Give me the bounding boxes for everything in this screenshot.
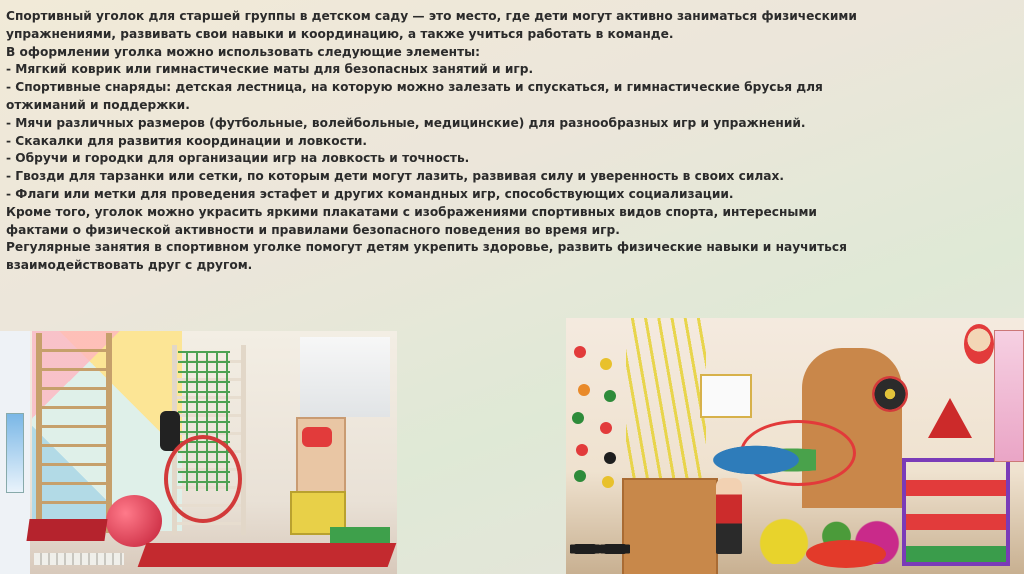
- dot: [604, 390, 616, 402]
- text-line: - Флаги или метки для проведения эстафет и других командных игр, способствующих социализации.: [6, 186, 734, 201]
- red-frisbee: [806, 540, 886, 568]
- text-line: взаимодействовать друг с другом.: [6, 258, 253, 273]
- dot: [602, 476, 614, 488]
- text-line: - Мягкий коврик или гимнастические маты для безопасных занятий и игр.: [6, 62, 534, 77]
- dot: [576, 444, 588, 456]
- text-line: - Скакалки для развития координации и ловкости.: [6, 133, 368, 148]
- article-text: [6, 8, 857, 275]
- sports-corner-photo-left: [0, 331, 397, 574]
- hoop: [164, 435, 242, 523]
- massage-track: [34, 553, 124, 565]
- gymnastic-sticks: [626, 318, 706, 498]
- dot: [604, 452, 616, 464]
- wall-bars: [36, 333, 112, 533]
- text-line: - Спортивные снаряды: детская лестница, на которую можно залезать и спускаться, и гимнастические брусья для: [6, 80, 823, 95]
- text-line: - Мячи различных размеров (футбольные, волейбольные, медицинские) для разнообразных игр и упражнений.: [6, 115, 806, 130]
- footprints: [570, 540, 630, 558]
- dot: [572, 412, 584, 424]
- toys: [302, 427, 332, 447]
- dot: [574, 346, 586, 358]
- red-flag: [928, 398, 972, 438]
- text-line: Спортивный уголок для старшей группы в детском саду — это место, где дети могут активно заниматься физическими: [6, 9, 857, 23]
- text-line: В оформлении уголка можно использовать следующие элементы:: [6, 44, 481, 59]
- jump-ropes: [696, 440, 816, 480]
- picture-card: [700, 374, 752, 418]
- text-line: Кроме того, уголок можно украсить яркими плакатами с изображениями спортивных видов спорта, интересными: [6, 204, 817, 219]
- text-line: Регулярные занятия в спортивном уголке помогут детям укрепить здоровье, развить физические навыки и научиться: [6, 240, 847, 255]
- gym-mat: [26, 519, 107, 541]
- clown-picture: [964, 324, 994, 364]
- dot: [574, 470, 586, 482]
- grass-mat: [330, 527, 390, 543]
- dot: [578, 384, 590, 396]
- dart-target: [872, 376, 908, 412]
- text-line: - Гвозди для тарзанки или сетки, по которым дети могут лазить, развивая силу и уверенность в своих силах.: [6, 169, 784, 184]
- wall-dots: [570, 328, 626, 488]
- wall-poster: [994, 330, 1024, 462]
- purple-rack: [902, 458, 1010, 566]
- sports-corner-photo-right: [566, 318, 1024, 574]
- doll: [716, 478, 742, 554]
- floor-mat: [138, 543, 397, 567]
- text-line: фактами о физической активности и правилами безопасного поведения во время игр.: [6, 222, 620, 237]
- wall-poster: [6, 413, 24, 493]
- text-line: упражнениями, развивать свои навыки и координацию, а также учиться работать в команде.: [6, 26, 674, 41]
- storage-crate: [622, 478, 718, 574]
- dot: [600, 358, 612, 370]
- text-line: - Обручи и городки для организации игр на ловкость и точность.: [6, 151, 470, 166]
- gym-ball: [106, 495, 162, 547]
- text-line: отжиманий и поддержки.: [6, 97, 190, 112]
- window: [300, 337, 390, 417]
- dot: [600, 422, 612, 434]
